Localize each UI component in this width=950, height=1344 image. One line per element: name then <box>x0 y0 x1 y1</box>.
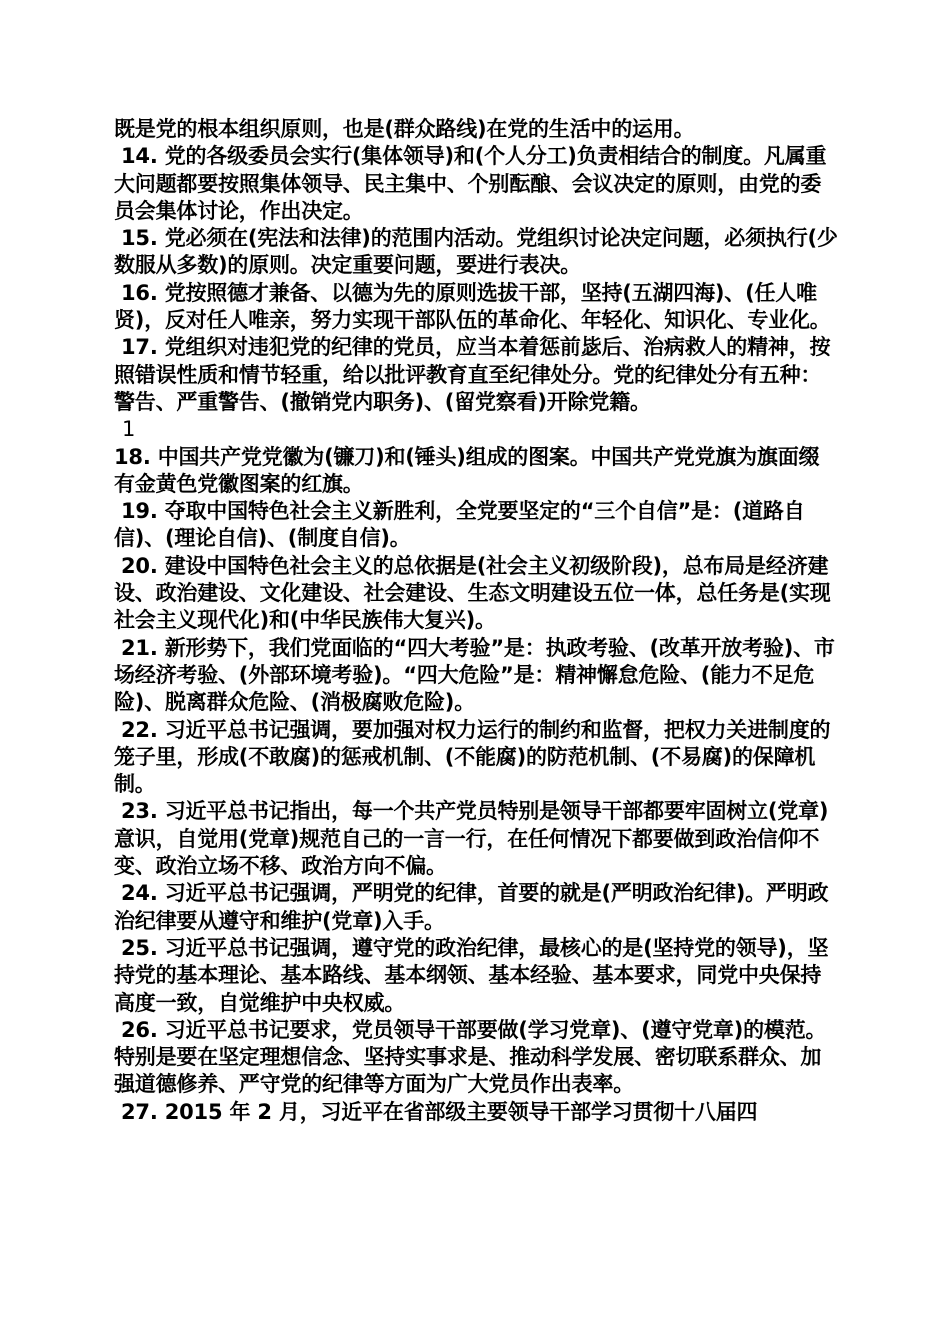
paragraph-18: 18. 中国共产党党徽为(镰刀)和(锤头)组成的图案。中国共产党党旗为旗面缀有金黄色党徽图案的红旗。 <box>114 444 820 496</box>
paragraph-22: 22. 习近平总书记强调，要加强对权力运行的制约和监督，把权力关进制度的笼子里，形成(不敢腐)的惩戒机制、(不能腐)的防范机制、(不易腐)的保障机制。 <box>114 717 831 797</box>
paragraph-23: 23. 习近平总书记指出，每一个共产党员特别是领导干部都要牢固树立(党章)意识，自觉用(党章)规范自己的一言一行，在任何情况下都要做到政治信仰不变、政治立场不移、政治方向不偏。 <box>114 799 829 879</box>
page-number: 1 <box>122 417 136 442</box>
paragraph-20: 20. 建设中国特色社会主义的总依据是(社会主义初级阶段)，总布局是经济建设、政治建设、文化建设、社会建设、生态文明建设五位一体，总任务是(实现社会主义现代化)和(中华民族伟大复兴)。 <box>114 553 831 633</box>
paragraph-21: 21. 新形势下，我们党面临的“四大考验”是：执政考验、(改革开放考验)、市场经济考验、(外部环境考验)。“四大危险”是：精神懈怠危险、(能力不足危险)、脱离群众危险、(消极腐败危险)。 <box>114 635 835 715</box>
paragraph-25: 25. 习近平总书记强调，遵守党的政治纪律，最核心的是(坚持党的领导)，坚持党的基本理论、基本路线、基本纲领、基本经验、基本要求，同党中央保持高度一致，自觉维护中央权威。 <box>114 935 829 1015</box>
paragraph-13-continued: 既是党的根本组织原则，也是(群众路线)在党的生活中的运用。 <box>114 117 695 141</box>
paragraph-26: 26. 习近平总书记要求，党员领导干部要做(学习党章)、(遵守党章)的模范。特别是要在坚定理想信念、坚持实事求是、推动科学发展、密切联系群众、加强道德修养、严守党的纪律等方面为广大党员作出表率。 <box>114 1017 827 1097</box>
paragraph-15: 15. 党必须在(宪法和法律)的范围内活动。党组织讨论决定问题，必须执行(少数服从多数)的原则。决定重要问题，要进行表决。 <box>114 226 838 278</box>
paragraph-24: 24. 习近平总书记强调，严明党的纪律，首要的就是(严明政治纪律)。严明政治纪律要从遵守和维护(党章)入手。 <box>114 881 829 933</box>
paragraph-17: 17. 党组织对违犯党的纪律的党员，应当本着惩前毖后、治病救人的精神，按照错误性质和情节轻重，给以批评教育直至纪律处分。党的纪律处分有五种：警告、严重警告、(撤销党内职务)、(留党察看)开除党籍。 <box>114 335 831 414</box>
document-page <box>114 116 840 1126</box>
paragraph-19: 19. 夺取中国特色社会主义新胜利，全党要坚定的“三个自信”是：(道路自信)、(理论自信)、(制度自信)。 <box>114 499 805 551</box>
paragraph-14: 14. 党的各级委员会实行(集体领导)和(个人分工)负责相结合的制度。凡属重大问题都要按照集体领导、民主集中、个别酝酿、会议决定的原则，由党的委员会集体讨论，作出决定。 <box>114 144 827 223</box>
paragraph-27: 27. 2015 年 2 月，习近平在省部级主要领导干部学习贯彻十八届四 <box>121 1099 758 1124</box>
paragraph-16: 16. 党按照德才兼备、以德为先的原则选拔干部，坚持(五湖四海)、(任人唯贤)，反对任人唯亲，努力实现干部队伍的革命化、年轻化、知识化、专业化。 <box>114 280 831 333</box>
